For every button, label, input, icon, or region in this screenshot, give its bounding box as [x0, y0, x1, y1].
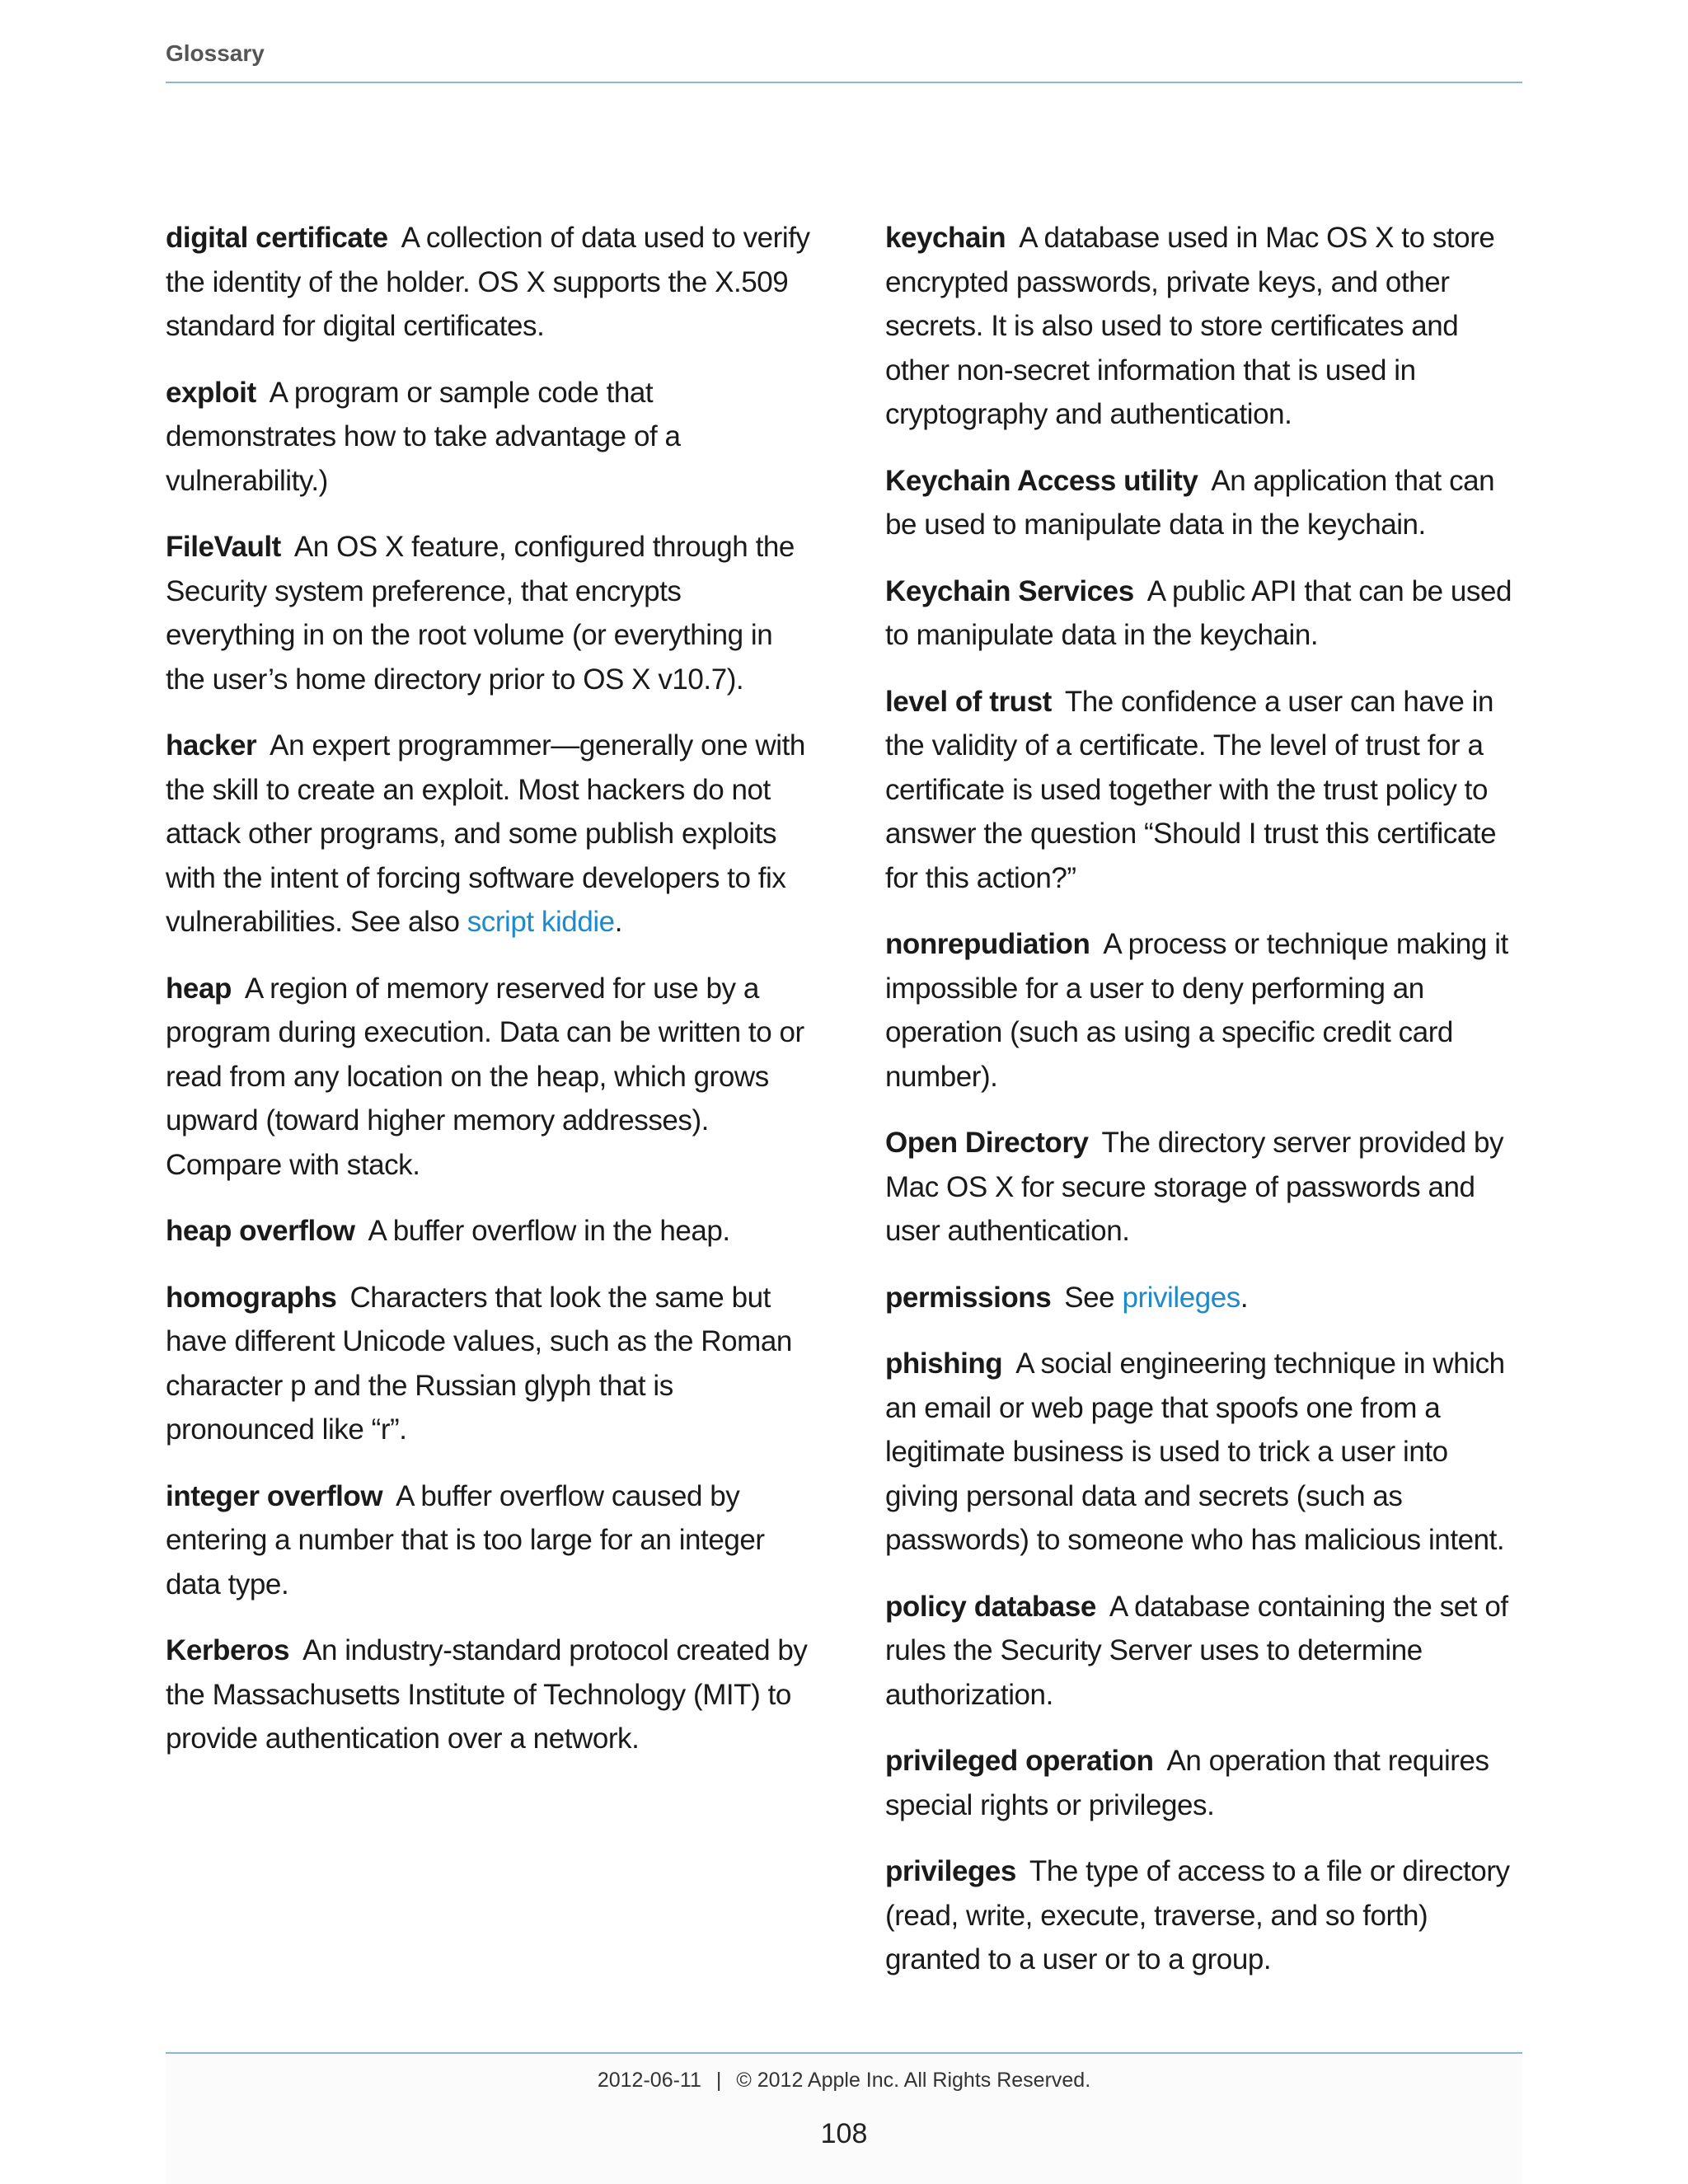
glossary-definition: Characters that look the same but have different Unicode values, such as the Roman character p and the Russian glyph that is pronounced like “r”.	[166, 1281, 792, 1446]
footer-date: 2012-06-11	[597, 2069, 701, 2092]
glossary-entry	[166, 1209, 817, 1254]
glossary-term: keychain	[885, 222, 1006, 254]
glossary-term: integer overflow	[166, 1479, 383, 1512]
glossary-term: hacker	[166, 729, 257, 762]
glossary-term: heap	[166, 972, 232, 1005]
page-header	[166, 38, 1522, 83]
glossary-entry	[885, 1276, 1528, 1320]
footer-separator: |	[715, 2069, 722, 2092]
page-number: 108	[820, 2118, 868, 2149]
footer-divider	[166, 2052, 1522, 2054]
glossary-definition: A region of memory reserved for use by a program during execution. Data can be written to or read from any location on the heap, which grows upward (toward higher memory addresses). Compare with stack.	[166, 972, 804, 1181]
glossary-term: phishing	[885, 1347, 1003, 1380]
glossary-term: exploit	[166, 376, 256, 409]
glossary-entry	[885, 680, 1528, 901]
glossary-entry	[166, 371, 817, 504]
glossary-definition: A social engineering technique in which an email or web page that spoofs one from a legitimate business is used to trick a user into giving personal data and secrets (such as passwords) to someone who has malicious intent.	[885, 1347, 1505, 1556]
glossary-entry	[166, 1276, 817, 1452]
definition-end: .	[614, 906, 622, 938]
glossary-entry	[885, 216, 1528, 437]
glossary-term: nonrepudiation	[885, 928, 1090, 960]
glossary-definition: A buffer overflow in the heap.	[368, 1215, 730, 1247]
privileges-link[interactable]: privileges	[1122, 1281, 1240, 1314]
glossary-entry	[166, 1629, 817, 1761]
glossary-entry	[885, 1121, 1528, 1254]
left-column	[166, 216, 817, 1783]
glossary-definition: An OS X feature, configured through the Security system preference, that encrypts everything in on the root volume (or everything in the user’s home directory prior to OS X v10.7).	[166, 531, 795, 696]
script-kiddie-link[interactable]: script kiddie	[467, 906, 615, 938]
glossary-definition: The type of access to a file or directory (read, write, execute, traverse, and so forth) granted to a user or to a group.	[885, 1855, 1510, 1975]
glossary-definition: A database used in Mac OS X to store encrypted passwords, private keys, and other secrets. It is also used to store certificates and other non-secret information that is used in cryptography and authentication.	[885, 222, 1495, 430]
glossary-definition: The directory server provided by Mac OS X for secure storage of passwords and user authentication.	[885, 1127, 1504, 1247]
glossary-body	[166, 216, 1522, 2004]
glossary-entry	[166, 967, 817, 1188]
glossary-term: permissions	[885, 1281, 1052, 1314]
glossary-definition: An application that can be used to manipulate data in the keychain.	[885, 464, 1495, 541]
glossary-entry	[885, 1739, 1528, 1827]
section-title: Glossary	[166, 40, 265, 66]
glossary-definition: An expert programmer—generally one with the skill to create an exploit. Most hackers do not attack other programs, and some publish exploits with the intent of forcing software developers to fix vulnerabilities. See also	[166, 729, 805, 938]
glossary-definition: A program or sample code that demonstrates how to take advantage of a vulnerability.)	[166, 376, 681, 497]
glossary-entry	[885, 1849, 1528, 1982]
page-footer	[0, 2069, 1688, 2093]
glossary-definition: A buffer overflow caused by entering a number that is too large for an integer data type.	[166, 1479, 765, 1601]
glossary-term: Kerberos	[166, 1634, 290, 1666]
glossary-term: Keychain Access utility	[885, 464, 1198, 497]
glossary-definition: An industry-standard protocol created by the Massachusetts Institute of Technology (MIT) to provide authentication over a network.	[166, 1634, 808, 1755]
glossary-term: FileVault	[166, 531, 281, 563]
glossary-entry	[885, 569, 1528, 658]
glossary-definition: A process or technique making it impossible for a user to deny performing an operation (such as using a specific credit card number).	[885, 928, 1508, 1093]
glossary-definition: A database containing the set of rules the Security Server uses to determine authorization.	[885, 1590, 1508, 1711]
glossary-term: privileges	[885, 1855, 1016, 1887]
glossary-entry	[885, 1585, 1528, 1718]
glossary-definition: The confidence a user can have in the validity of a certificate. The level of trust for a certificate is used together with the trust policy to answer the question “Should I trust this certificate for this action?”	[885, 685, 1497, 894]
glossary-term: privileged operation	[885, 1745, 1154, 1777]
glossary-definition: See	[1064, 1281, 1123, 1314]
glossary-definition: A collection of data used to verify the identity of the holder. OS X supports the X.509 standard for digital certificates.	[166, 222, 810, 342]
glossary-term: level of trust	[885, 685, 1052, 718]
glossary-term: policy database	[885, 1590, 1096, 1623]
glossary-entry	[166, 724, 817, 944]
glossary-term: heap overflow	[166, 1215, 355, 1247]
glossary-entry	[166, 525, 817, 701]
right-column	[885, 216, 1528, 2004]
glossary-definition: An operation that requires special rights or privileges.	[885, 1745, 1489, 1821]
glossary-entry	[166, 216, 817, 349]
glossary-term: digital certificate	[166, 222, 388, 254]
glossary-definition: A public API that can be used to manipulate data in the keychain.	[885, 574, 1512, 651]
glossary-entry	[885, 459, 1528, 547]
glossary-term: Open Directory	[885, 1127, 1089, 1159]
glossary-entry	[885, 922, 1528, 1099]
glossary-entry	[166, 1474, 817, 1607]
glossary-term: Keychain Services	[885, 574, 1134, 607]
footer-copyright: © 2012 Apple Inc. All Rights Reserved.	[736, 2069, 1091, 2092]
definition-end: .	[1240, 1281, 1249, 1314]
glossary-term: homographs	[166, 1281, 337, 1314]
glossary-entry	[885, 1342, 1528, 1563]
